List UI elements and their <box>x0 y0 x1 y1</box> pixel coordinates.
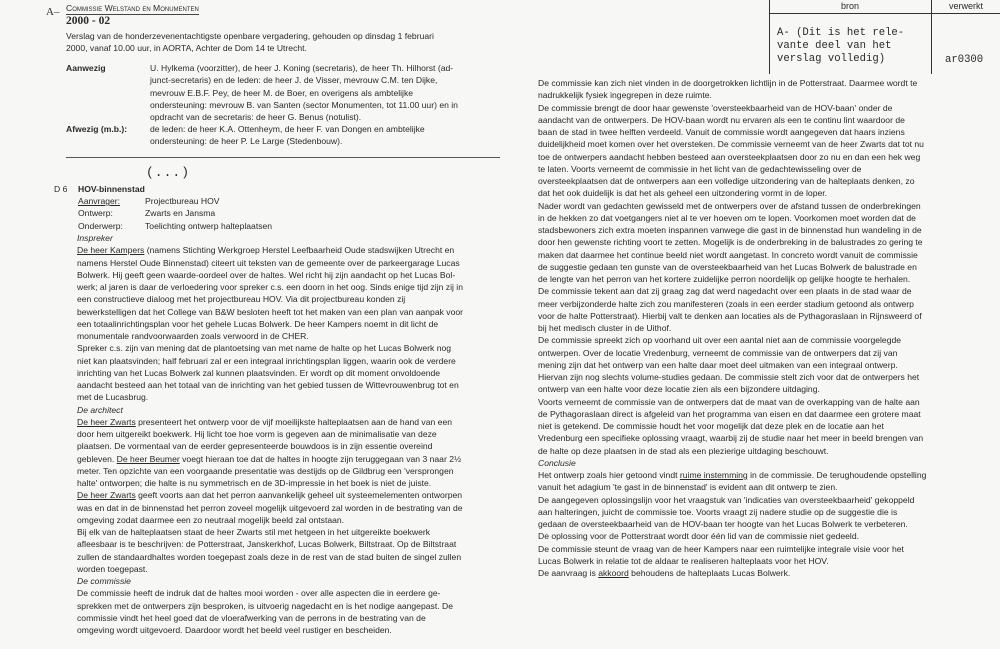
body-line: gedaan de oversteekbaarheid van de HOV-baan ter hoogte van het Lucas Bolwerk te verbeteren. <box>538 519 908 529</box>
item-fields <box>78 195 272 232</box>
body-line: ontwerp van een halte voor deze locatie zien als een bijzondere uitdaging. <box>538 384 820 395</box>
zwarts-second-line <box>77 489 527 501</box>
present-label: Aanwezig <box>66 63 106 73</box>
body-line: Spreker c.s. zijn van mening dat de plantoetsing van met name de halte op het Lucas Bolwerk nog <box>77 343 452 354</box>
stamp-note <box>777 27 904 66</box>
text: De aanvraag is <box>538 568 599 578</box>
body-line: vanuit het adagium 'te gast in de binnenstad' is evident aan dit ontwerp te zien. <box>538 482 838 493</box>
body-line: plaatsen. De vormentaal van de eerder gepresenteerde bouwdoos is in zijn essentie overeind <box>77 441 433 452</box>
body-line: oversteekplaatsen dat de ontwerpers aan een volledige uitzondering van de halteplaats denken, zo <box>538 176 915 186</box>
field-applicant <box>78 195 272 207</box>
body-line: monumentale randvoorwaarden zoals verwoord in de CHER. <box>77 331 309 341</box>
body-line: werk; al jaren is daar de verloedering voor spreker c.s. een doorn in het oog. Sinds enige tijd zijn zij in <box>77 282 463 292</box>
body-line: de halte op deze plaatsen in de stad als een plezierige uitdaging beschouwt. <box>538 445 829 456</box>
stamp-note-line: A- (Dit is het rele- <box>777 27 905 39</box>
final-decision <box>538 567 998 579</box>
text: (namens Stichting Werkgroep Herstel Leefbaarheid Oude stadswijken Utrecht en <box>144 245 455 256</box>
body-line: duidelijkheid moet komen over het oversteken. De commissie verneemt van de heer Zwarts dat tot nu <box>538 139 924 150</box>
text: presenteert het ontwerp voor de vijf moeilijkste halteplaatsen aan de hand van een <box>135 416 453 427</box>
heading-architect: De architect <box>77 404 123 415</box>
body-line: niet is getekend. De commissie houdt het voor mogelijk dat deze plek en de locatie aan het <box>538 421 884 431</box>
body-line: door hem uitgereikt boekwerk. Hij licht toe hoe vorm is gegeven aan de minimalisatie van deze <box>77 429 437 439</box>
body-line: omgeving wordt uitgevoerd. Daardoor wordt het beeld veel rustiger en bescheiden. <box>77 625 392 635</box>
field-label: Aanvrager: <box>78 196 121 206</box>
header-prefix: A– <box>46 6 60 18</box>
field-value: Projectbureau HOV <box>145 196 220 206</box>
heading-conclusie: Conclusie <box>538 457 576 468</box>
stamp-col-bron: bron <box>840 1 859 11</box>
body-line: de lengte van het perron van het kortere zuidelijke perron noordelijk op gelijke hoogte te herhalen. <box>538 274 911 284</box>
body-line: een constructieve dialoog met het projectbureau HOV. Via dit projectbureau konden zij <box>77 294 406 305</box>
heading-inspreker: Inspreker <box>77 233 113 243</box>
body-line: nadrukkelijk fysiek ingegrepen in deze ruimte. <box>538 90 712 101</box>
speaker-zwarts: De heer Zwarts <box>77 416 136 427</box>
body-line: Bolwerk. Hij geeft geen waarde-oordeel over de haltes. Wel richt hij zijn aandacht op het Lucas Bol- <box>77 269 456 280</box>
body-line: door hen gewenste richting voort te zetten. Mogelijk is de onderbreking in de balustrades zo gering te <box>538 237 923 248</box>
body-line: baan de stad in twee helften verdeeld. Vanuit de commissie wordt aangegeven dat haars inziens <box>538 127 905 137</box>
verdict-emphasis: ruime instemming <box>679 470 748 480</box>
body-line: bij het medisch cluster in de Uithof. <box>538 323 672 333</box>
absent-line: de leden: de heer K.A. Ottenheym, de heer F. van Dongen en ambtelijke <box>150 124 425 134</box>
conclusion-first-line <box>538 469 998 481</box>
divider <box>66 157 500 158</box>
present-list <box>150 62 458 123</box>
body-line: omgeving zodat daarmee een zo neutraal mogelijk beeld zal ontstaan. <box>77 514 345 525</box>
kampers-first-line <box>77 244 527 256</box>
heading-commissie: De commissie <box>77 576 131 586</box>
body-line: voor de halte Potterstraat). Hierbij valt te denken aan locaties als de Pythagoraslaan in Rijnsweerd of <box>538 310 922 321</box>
body-line: met de Lucasbrug. <box>77 392 149 403</box>
body-line: aan halteringen, juicht de commissie toe. Voorts vraagt zij nadere studie op de suggestie die is <box>538 506 898 517</box>
intro-line: 2000, vanaf 10.00 uur, in AORTA, Achter de Dom 14 te Utrecht. <box>66 43 307 54</box>
text: in de commissie. De terughoudende opstelling <box>747 470 927 480</box>
body-line: te laten. Voorts verneemt de commissie in het licht van de gedachtewisseling over de <box>538 163 862 174</box>
speaker-beumer: De heer Beumer <box>116 453 180 464</box>
item-code: D 6 <box>54 184 68 194</box>
intro-line: Verslag van de honderzevenentachtigste openbare vergadering, gehouden op dinsdag 1 februari <box>66 31 434 41</box>
body-line: was en dat in de binnenstad het perron zoveel mogelijk uitgevoerd zal worden in de bestrating van de <box>77 502 463 513</box>
stamp-border-mid <box>931 0 932 74</box>
stamp-header-rule <box>769 13 1000 14</box>
org-name: Commissie Welstand en Monumenten <box>66 3 199 13</box>
present-line: ondersteuning: mevrouw B. van Santen (sector Monumenten, tot 11.00 uur) en in <box>150 99 458 110</box>
body-line: inrichting van het Lucas Bolwerk zal kunnen plaatsvinden. Er wordt op dit moment onvoldoende <box>77 367 441 378</box>
body-line: Lucas Bolwerk in relatie tot de aldaar te realiseren halteplaats voor het HOV. <box>538 555 829 566</box>
text: geeft voorts aan dat het perron aanvankelijk geheel uit systeemelementen ontworpen <box>135 490 463 501</box>
ellipsis: (...) <box>146 165 191 180</box>
body-line: De commissie spreekt zich op voorhand uit over een aantal niet aan de commissie voorgelegde <box>538 335 902 346</box>
intro-text <box>66 30 434 55</box>
stamp-code: ar0300 <box>945 54 984 66</box>
present-line: junct-secretaris) en de leden: de heer J. de Visser, mevrouw C.M. ten Dijke, <box>150 75 438 86</box>
decision-akkoord: akkoord <box>598 568 629 578</box>
stamp-table <box>769 0 1000 72</box>
field-label: Onderwerp: <box>78 220 123 231</box>
body-line: aandacht van de ontwerpers. De HOV-baan wordt nu ervaren als een te continu lint waardoor de <box>538 114 905 125</box>
field-label: Ontwerp: <box>78 208 113 219</box>
speaker-kampers: De heer Kampers <box>77 245 145 256</box>
body-line: de Pythagoraslaan direct is afgeleid van het programma van eisen en dat daarmee een grotere maat <box>538 408 921 419</box>
speaker-zwarts: De heer Zwarts <box>77 490 136 501</box>
field-subject <box>78 220 272 232</box>
body-line: afleesbaar is te beschrijven: de Potterstraat, Janskerkhof, Lucas Bolwerk, Biltstraat. Op de Biltstraat <box>77 539 457 550</box>
absent-label: Afwezig (m.b.): <box>66 124 128 134</box>
body-line: sprekken met de ontwerpers zijn besproken, is uitvoerig nagedacht en is het nodige aangepast. De <box>77 600 453 611</box>
body-line: halte' ontworpen; die halte is nu symmetrisch en de 3D-impressie in het boek is niet de juiste. <box>77 478 432 488</box>
absent-line: ondersteuning: de heer P. Le Large (Stedenbouw). <box>150 136 343 147</box>
body-line: stadsbewoners zich extra moeten inspannen vanwege die gast in de binnenstad hun wandeling in de <box>538 225 922 235</box>
body-line: De commissie brengt de door haar gewenste 'oversteekbaarheid van de HOV-baan' onder de <box>538 102 893 113</box>
body-line: in de hekken zo dat voetgangers niet al te ver hoeven om te lopen. Voorkomen moet worden dat de <box>538 212 916 223</box>
beumer-line <box>77 453 527 465</box>
body-line: een totaalinrichtingsplan voor het gehele Lucas Bolwerk. De heer Kampers noemt in dit licht de <box>77 318 439 329</box>
body-line: maken dat daarmee het continue beeld niet wordt aangetast. In concreto wordt vanuit de commissie <box>538 249 918 260</box>
body-line: De aangegeven oplossingslijn voor het vraagstuk van 'indicaties van oversteekbaarheid' gekoppeld <box>538 494 915 505</box>
body-line: bewerkstelligen dat het College van B&W besloten heeft tot het maken van een plan van aanpak voor <box>77 306 464 317</box>
body-line: aandacht besteed aan het totaal van de inrichting van het gebied tussen de Wittevrouwenbrug tot en <box>77 380 459 390</box>
body-line: Hiervan zijn nog slechts volume-studies gedaan. De commissie stelt zich voor dat de ontwerpers het <box>538 372 920 382</box>
body-line: De commissie tekent aan dat zij graag zag dat werd nagedacht over een plaats in de stad waar de <box>538 286 912 297</box>
body-line: Bij elk van de halteplaatsen staat de heer Zwarts stil met hetgeen in het uitgereikte boekwerk <box>77 527 431 537</box>
body-line: De commissie kan zich niet vinden in de doorgetrokken lichtlijn in de Potterstraat. Daarmee wordt te <box>538 78 918 88</box>
present-line: opdracht van de secretaris: de heer G. Benus (notulist). <box>150 112 362 122</box>
body-line: mening zijn dat het ontwerp van een halte daar moet deel uitmaken van een integraal ontwerp. <box>538 359 898 370</box>
body-line: dat het ook duidelijk is dat het als geheel een uitzondering vormt in de loper. <box>538 188 828 199</box>
field-value: Zwarts en Jansma <box>145 208 216 219</box>
text: voegt hieraan toe dat de haltes in hoogte zijn teruggegaan van 3 naar 2½ <box>179 453 462 464</box>
body-line: commissie vindt het heel goed dat de vloerafwerking van de perrons in de bestrating van de <box>77 612 426 623</box>
absent-list <box>150 123 425 148</box>
text: Het ontwerp zoals hier getoond vindt <box>538 470 680 480</box>
report-number: 2000 - 02 <box>66 15 111 27</box>
body-line: Nader wordt van gedachten gewisseld met de ontwerpers over de afstand tussen de onderbrekingen <box>538 200 921 211</box>
body-line: meter. Ten opzichte van een voorgaande presentatie was destijds op de Gildbrug een 'versprongen <box>77 465 454 476</box>
present-line: mevrouw E.B.F. Pey, de heer M. de Boer, en overigens als ambtelijke <box>150 87 414 98</box>
stamp-border-left <box>769 0 770 74</box>
body-line: namens Herstel Oude Binnenstad) citeert uit teksten van de gemeente over de parkeergarage Lucas <box>77 257 460 268</box>
body-line: Vredenburg een specifieke oplossing vraagt, waarbij zij de studie naar het meer in beeld brengen van <box>538 433 924 444</box>
stamp-note-line: verslag volledig) <box>777 53 886 65</box>
text: gebleven. <box>77 453 117 464</box>
body-line: niet kan plaatsvinden; half februari zal er een integraal inrichtingsplan liggen, waarin ook de verdere <box>77 355 456 366</box>
body-line: De oplossing voor de Potterstraat wordt door één lid van de commissie niet gedeeld. <box>538 531 860 542</box>
text: behoudens de halteplaats Lucas Bolwerk. <box>628 568 791 578</box>
body-line: De commissie steunt de vraag van de heer Kampers naar een ruimtelijke integrale visie voor het <box>538 543 904 554</box>
stamp-note-line: vante deel van het <box>777 40 892 52</box>
field-design <box>78 207 272 219</box>
body-line: Voorts verneemt de commissie van de ontwerpers dat de maat van de overkapping van de halte aan <box>538 396 920 407</box>
body-line: worden toegepast. <box>77 563 148 574</box>
body-line: ontwerpen. Over de locatie Vredenburg, verneemt de commissie van de ontwerpers dat zij van <box>538 347 898 358</box>
body-line: zullen de standaardhaltes worden toegepast zoals deze in de rest van de stad buiten de singel zullen <box>77 551 462 562</box>
item-title: HOV-binnenstad <box>78 184 145 194</box>
body-line: meer verbijzonderde halte zich zou manifesteren (zoals in een eerder stadium getoond als ontwerp <box>538 298 914 309</box>
body-line: De commissie heeft de indruk dat de haltes mooi worden - over alle aspecten die in eerdere ge- <box>77 588 441 599</box>
present-line: U. Hylkema (voorzitter), de heer J. Koning (secretaris), de heer Th. Hilhorst (ad- <box>150 63 454 73</box>
field-value: Toelichting ontwerp halteplaatsen <box>145 220 273 231</box>
stamp-col-verwerkt: verwerkt <box>948 1 983 11</box>
left-body <box>77 232 527 636</box>
right-body <box>538 77 998 579</box>
body-line: de suggestie gedaan ten gunste van de oversteekbaarheid van het Lucas Bolwerk de balustrade en <box>538 261 917 272</box>
zwarts-first-line <box>77 416 527 428</box>
body-line: toe de ontwerpers aandacht hebben besteed aan oversteekplaatsen door zo nu en dan een hek weg <box>538 151 921 162</box>
